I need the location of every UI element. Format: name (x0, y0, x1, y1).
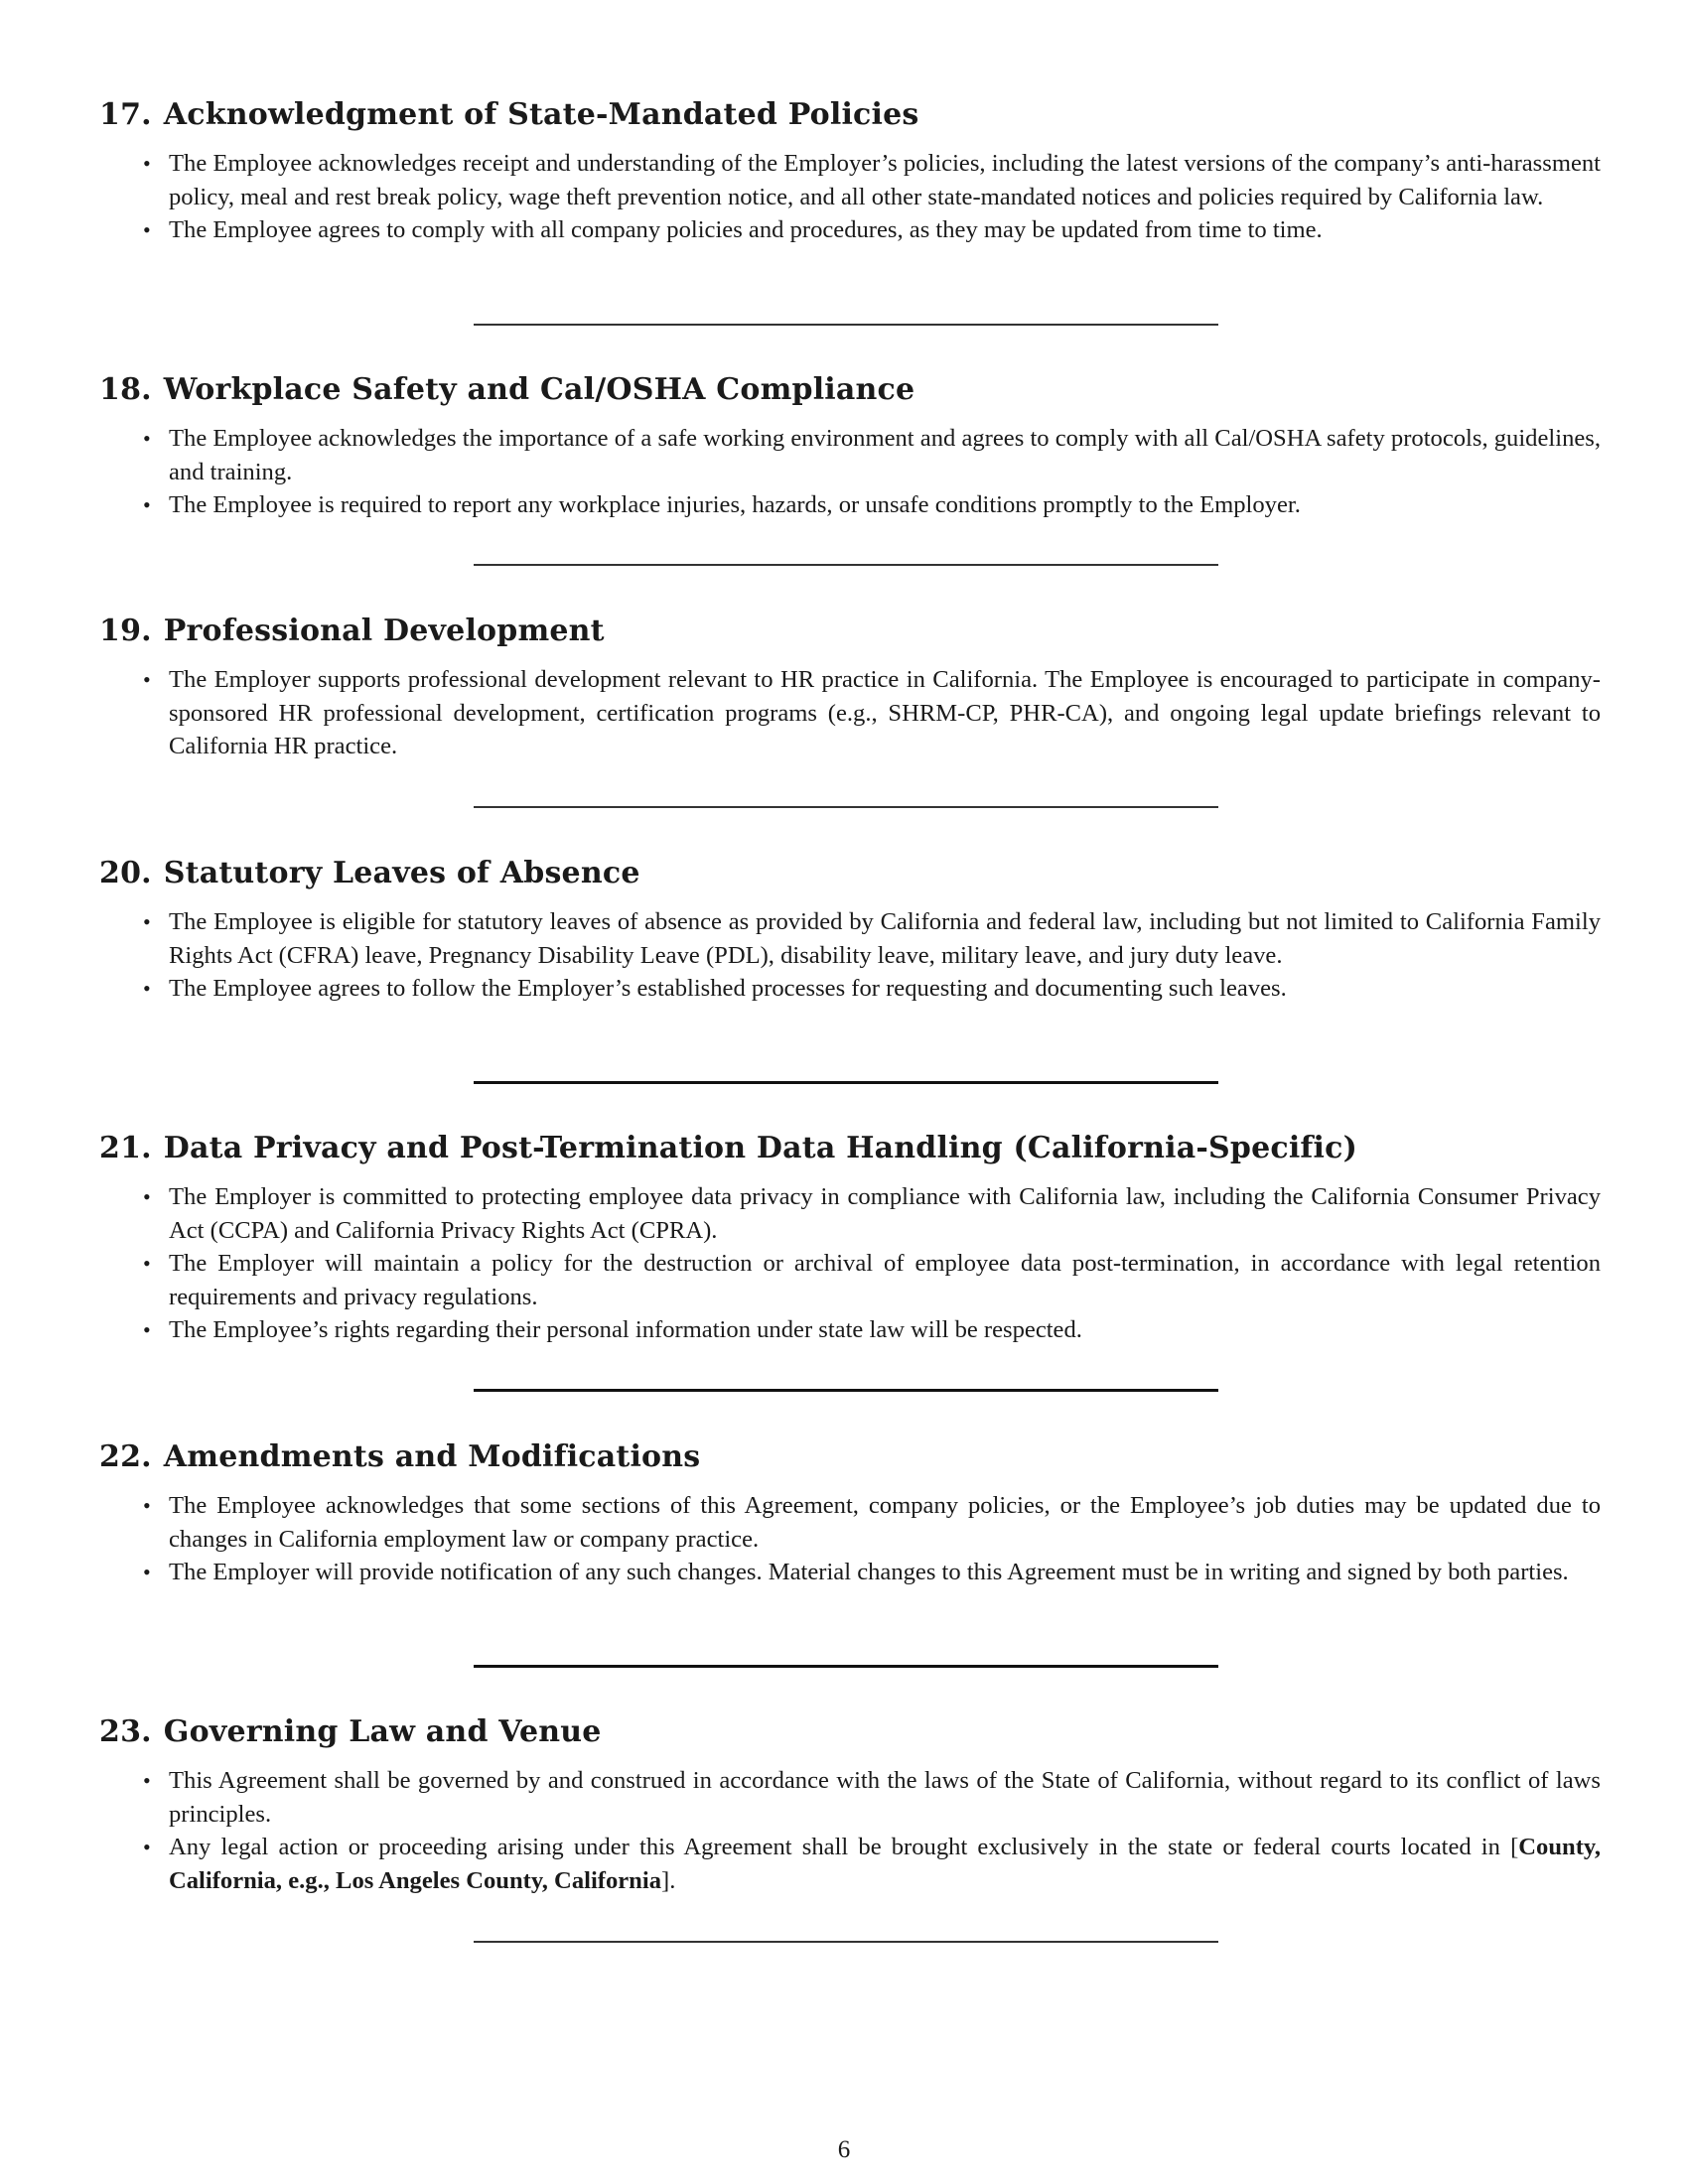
page-number: 6 (837, 2136, 851, 2163)
section-divider (474, 1941, 1218, 1943)
list-item: • The Employee agrees to follow the Employer’s established processes for requesting and documenting such leaves. (99, 972, 1601, 1006)
section-17 (99, 95, 1601, 247)
bullet-list (99, 1180, 1601, 1347)
section-21 (99, 1129, 1601, 1347)
venue-text-before: Any legal action or proceeding arising under this Agreement shall be brought exclusively in the state or federal courts located in [ (169, 1834, 1519, 1860)
section-heading (99, 1712, 1601, 1752)
section-number: 18. (99, 372, 152, 407)
bullet-list (99, 147, 1601, 247)
section-number: 19. (99, 614, 152, 648)
section-heading (99, 1129, 1601, 1168)
section-heading (99, 370, 1601, 410)
bullet-list (99, 905, 1601, 1006)
list-item: • The Employer will maintain a policy for the destruction or archival of employee data post-termination, in accordance with legal retention requirements and privacy regulations. (99, 1247, 1601, 1313)
bullet-list (99, 1764, 1601, 1897)
list-item: • The Employee is required to report any workplace injuries, hazards, or unsafe conditions promptly to the Employer. (99, 488, 1601, 522)
section-number: 20. (99, 856, 152, 890)
list-item: • This Agreement shall be governed by and construed in accordance with the laws of the State of California, without regard to its conflict of laws principles. (99, 1764, 1601, 1831)
section-22 (99, 1437, 1601, 1589)
list-item: • The Employer supports professional development relevant to HR practice in California. The Employee is encouraged to participate in company-sponsored HR professional development, certification programs (e.g., SHRM-CP, PHR-CA), and ongoing legal update briefings relevant to California HR practice. (99, 663, 1601, 763)
section-number: 17. (99, 97, 152, 132)
section-20 (99, 854, 1601, 1006)
section-title: Statutory Leaves of Absence (163, 856, 640, 890)
section-heading (99, 95, 1601, 135)
section-title: Acknowledgment of State-Mandated Policies (163, 97, 919, 132)
section-divider (474, 806, 1218, 808)
section-title: Governing Law and Venue (163, 1714, 602, 1749)
section-divider (474, 1081, 1218, 1084)
section-number: 23. (99, 1714, 152, 1749)
section-number: 21. (99, 1131, 152, 1165)
bullet-list (99, 1489, 1601, 1589)
list-item: • The Employee acknowledges that some sections of this Agreement, company policies, or the Employee’s job duties may be updated due to changes in California employment law or company practice. (99, 1489, 1601, 1556)
list-item (99, 1831, 1601, 1897)
list-item: • The Employee agrees to comply with all company policies and procedures, as they may be updated from time to time. (99, 213, 1601, 247)
list-item: • The Employee acknowledges the importance of a safe working environment and agrees to comply with all Cal/OSHA safety protocols, guidelines, and training. (99, 422, 1601, 488)
section-18 (99, 370, 1601, 522)
section-heading (99, 1437, 1601, 1477)
bullet-list (99, 422, 1601, 522)
section-title: Workplace Safety and Cal/OSHA Compliance (163, 372, 915, 407)
section-23 (99, 1712, 1601, 1897)
section-heading (99, 612, 1601, 651)
section-number: 22. (99, 1439, 152, 1474)
venue-placeholder: County, California, e.g., Los Angeles County, California (169, 1834, 1601, 1894)
venue-text-after: ]. (661, 1866, 676, 1894)
list-item: • The Employee acknowledges receipt and understanding of the Employer’s policies, including the latest versions of the company’s anti-harassment policy, meal and rest break policy, wage theft prevention notice, and all other state-mandated notices and policies required by California law. (99, 147, 1601, 213)
section-heading (99, 854, 1601, 893)
section-19 (99, 612, 1601, 763)
section-title: Professional Development (163, 614, 605, 648)
section-divider (474, 1389, 1218, 1392)
list-item: • The Employee is eligible for statutory leaves of absence as provided by California and federal law, including but not limited to California Family Rights Act (CFRA) leave, Pregnancy Disability Leave (PDL), disability leave, military leave, and jury duty leave. (99, 905, 1601, 972)
section-title: Amendments and Modifications (163, 1439, 701, 1474)
list-item: • The Employer will provide notification of any such changes. Material changes to this Agreement must be in writing and signed by both parties. (99, 1556, 1601, 1589)
section-title: Data Privacy and Post-Termination Data Handling (California-Specific) (163, 1131, 1357, 1165)
bullet-list (99, 663, 1601, 763)
section-divider (474, 324, 1218, 326)
section-divider (474, 564, 1218, 566)
section-divider (474, 1665, 1218, 1668)
list-item: • The Employer is committed to protecting employee data privacy in compliance with California law, including the California Consumer Privacy Act (CCPA) and California Privacy Rights Act (CPRA). (99, 1180, 1601, 1247)
list-item: • The Employee’s rights regarding their personal information under state law will be respected. (99, 1313, 1601, 1347)
